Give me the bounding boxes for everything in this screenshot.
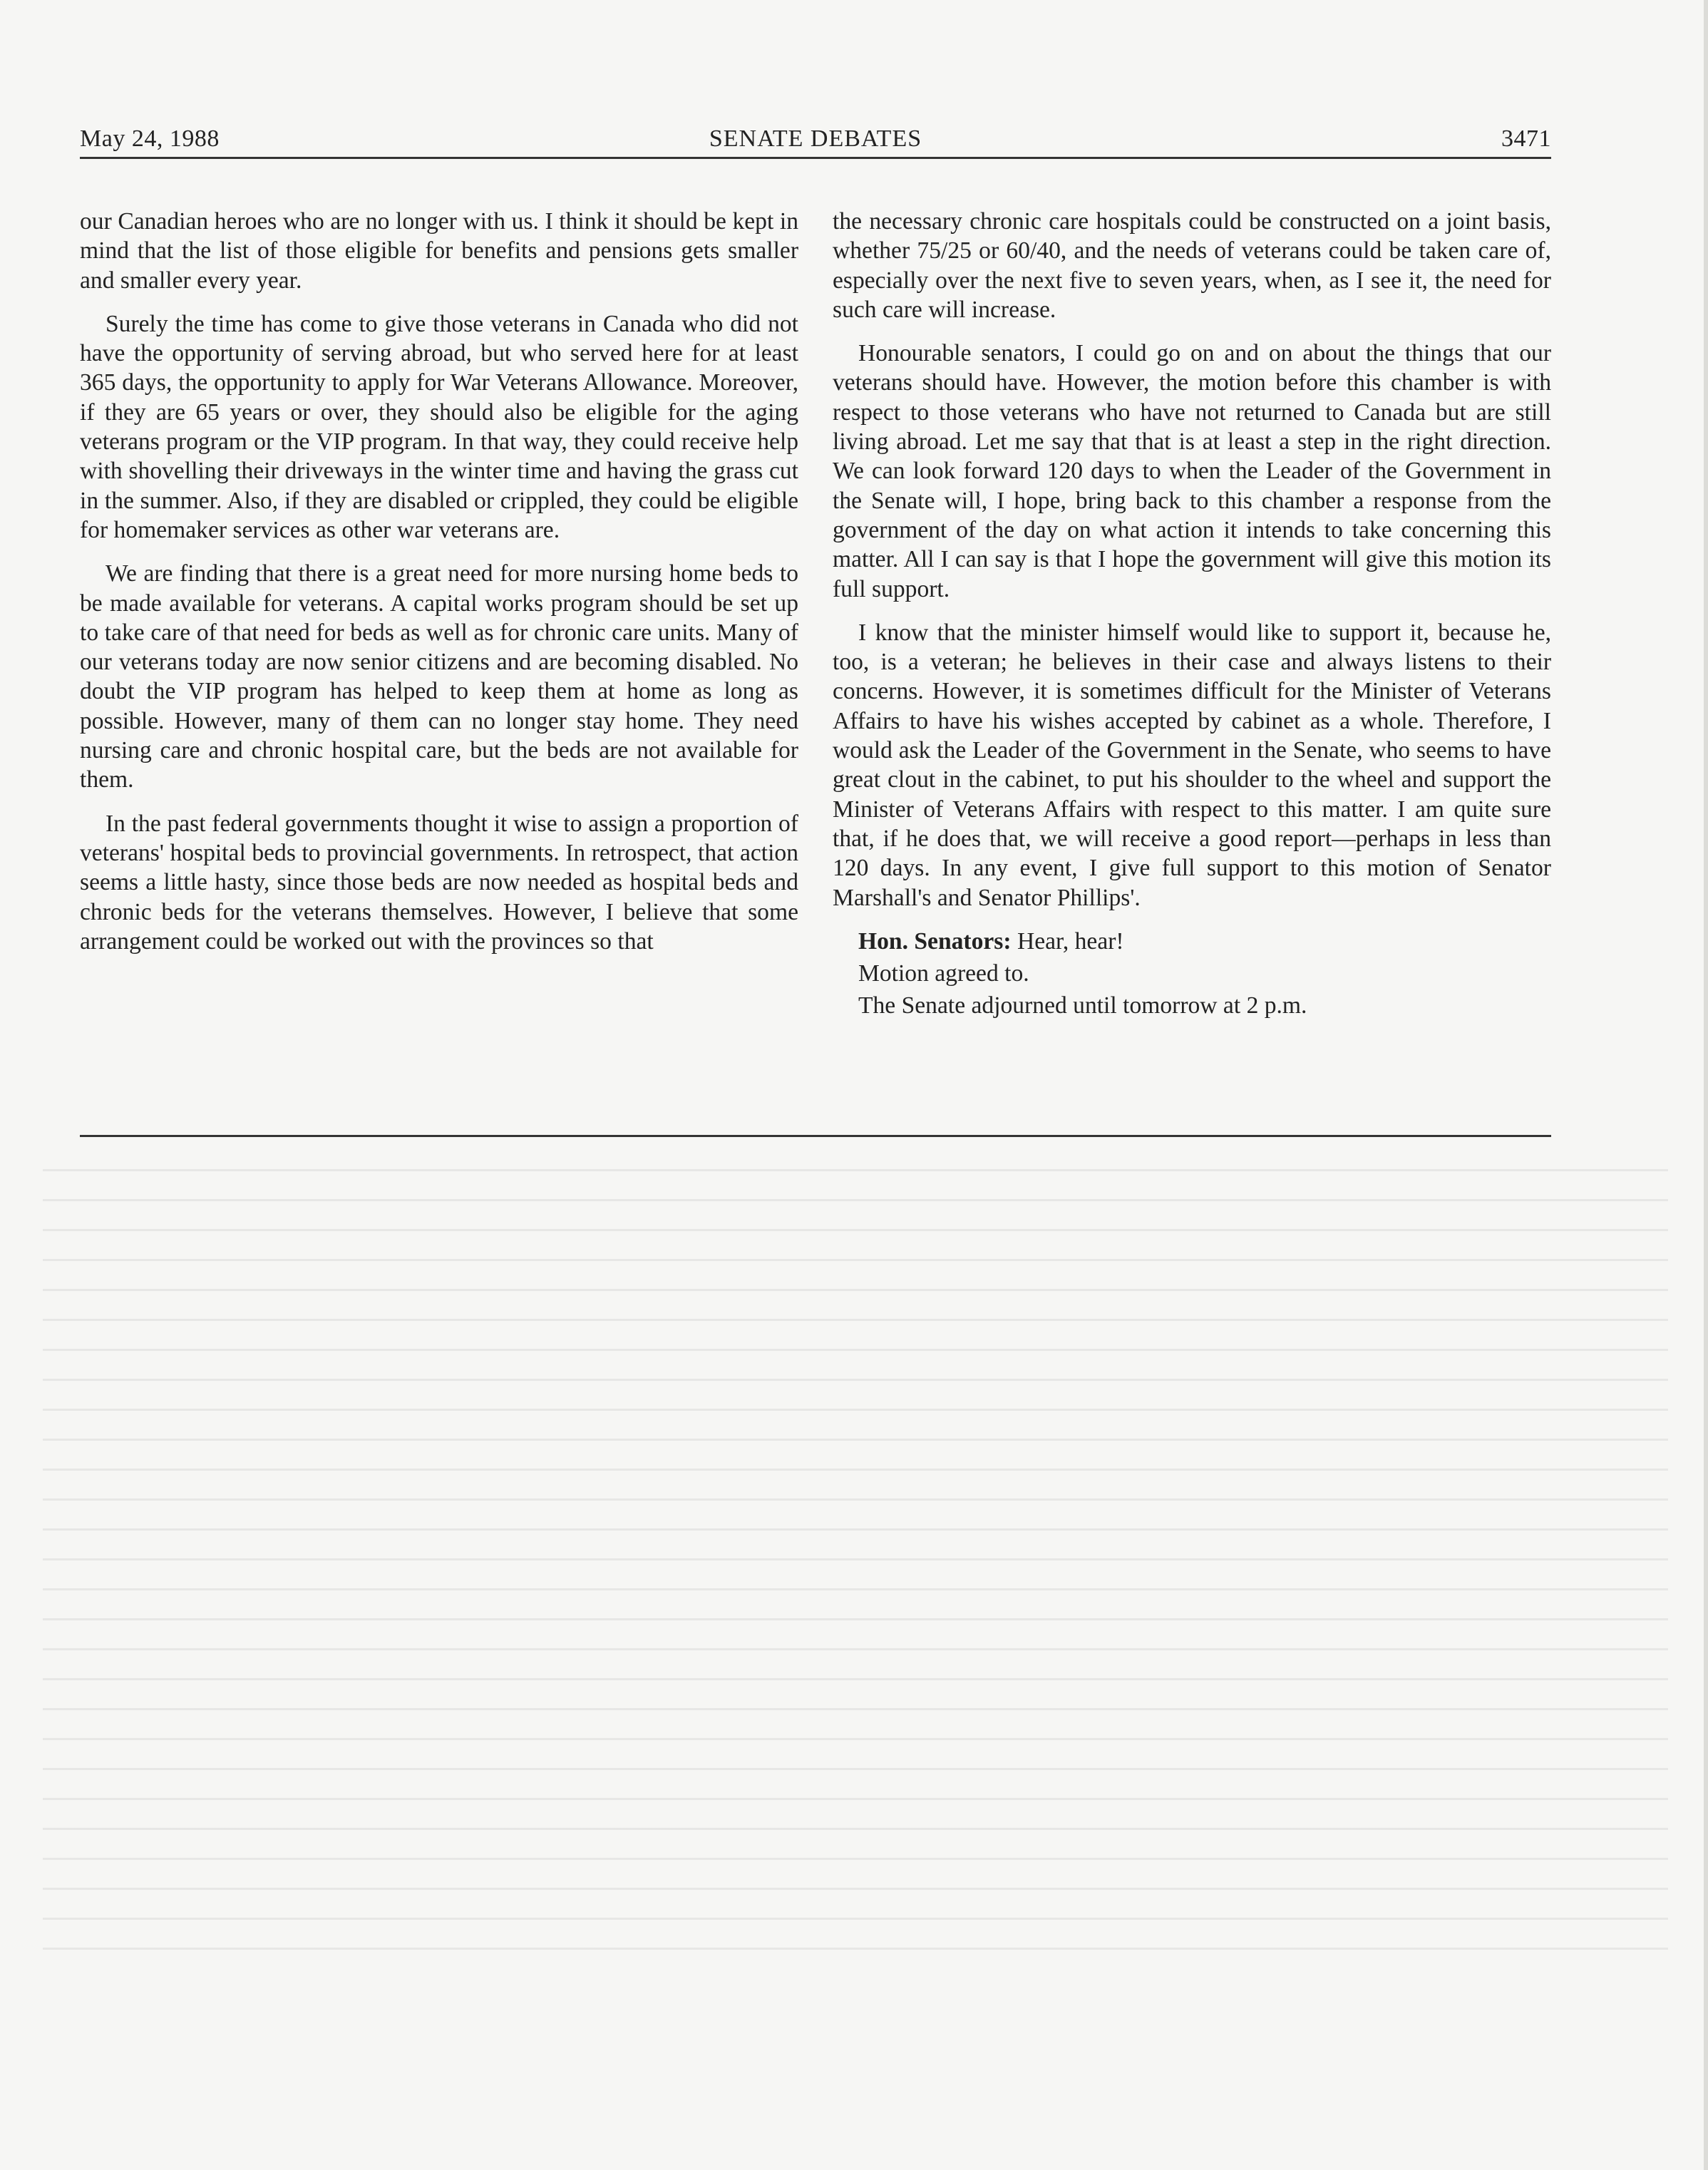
speaker-label: Hon. Senators: — [858, 927, 1012, 955]
scan-edge — [1704, 0, 1708, 2170]
right-column — [833, 207, 1551, 1024]
paragraph: In the past federal governments thought it wise to assign a proportion of veterans' hospital beds to provincial governments. In retrospect, that action seems a little hasty, since those beds are now needed as hospital beds and chronic beds for the veterans themselves. However, I believe that some arrangement could be worked out with the provinces so that — [80, 810, 798, 955]
paragraph: our Canadian heroes who are no longer with us. I think it should be kept in mind that the list of those eligible for benefits and pensions gets smaller and smaller every year. — [80, 208, 798, 294]
left-column — [80, 207, 798, 970]
speaker-line — [833, 927, 1551, 956]
adjournment-note: The Senate adjourned until tomorrow at 2 p.m. — [858, 992, 1307, 1019]
header-rule — [80, 157, 1551, 159]
page-header — [80, 120, 1551, 157]
header-title: SENATE DEBATES — [709, 125, 922, 152]
paragraph: the necessary chronic care hospitals could be constructed on a joint basis, whether 75/25 or 60/40, and the needs of veterans could be taken care of, especially over the next five to seven years, when, as I see it, the need for such care will increase. — [833, 208, 1551, 323]
paragraph: I know that the minister himself would like to support it, because he, too, is a veteran; he believes in their case and always listens to their concerns. However, it is sometimes difficult for the Minister of Veterans Affairs to have his wishes accepted by cabinet as a whole. Therefore, I would ask the Leader of the Government in the Senate, who seems to have great clout in the cabinet, to put his shoulder to the wheel and support the Minister of Veterans Affairs with respect to this matter. I am quite sure that, if he does that, we will receive a good report—perhaps in less than 120 days. In any event, I give full support to this motion of Senator Marshall's and Senator Phillips'. — [833, 619, 1551, 911]
paragraph: We are finding that there is a great need for more nursing home beds to be made available for veterans. A capital works program should be set up to take care of that need for beds as well as for chronic care units. Many of our veterans today are now senior citizens and are becoming disabled. No doubt the VIP program has helped to keep them at home as long as possible. However, many of them can no longer stay home. They need nursing care and chronic hospital care, but the beds are not available for them. — [80, 560, 798, 793]
header-page-number: 3471 — [1501, 125, 1551, 152]
speaker-text: Hear, hear! — [1017, 927, 1124, 955]
footer-rule — [80, 1135, 1551, 1137]
motion-result: Motion agreed to. — [858, 960, 1029, 987]
header-date: May 24, 1988 — [80, 125, 220, 152]
paragraph: Honourable senators, I could go on and on about the things that our veterans should have. However, the motion before this chamber is with respect to those veterans who have not returned to Canada but are still living abroad. Let me say that that is at least a step in the right direction. We can look forward 120 days to when the Leader of the Government in the Senate will, I hope, bring back to this chamber a response from the government of the day on what action it intends to take concerning this matter. All I can say is that I hope the government will give this motion its full support. — [833, 340, 1551, 602]
paragraph: Surely the time has come to give those veterans in Canada who did not have the opportunity of serving abroad, but who served here for at least 365 days, the opportunity to apply for War Veterans Allowance. Moreover, if they are 65 years or over, they should also be eligible for the aging veterans program or the VIP program. In that way, they could receive help with shovelling their driveways in the winter time and having the grass cut in the summer. Also, if they are disabled or crippled, they could be eligible for homemaker services as other war veterans are. — [80, 310, 798, 543]
show-through-texture — [43, 1169, 1668, 1953]
